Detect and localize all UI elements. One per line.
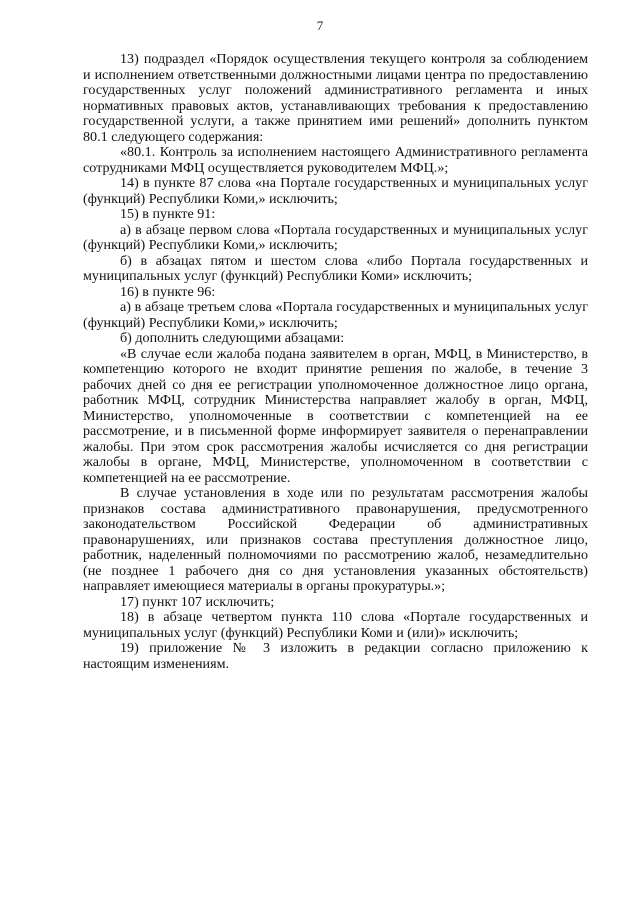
document-body: [83, 52, 588, 672]
paragraph-item-15: 15) в пункте 91:: [120, 206, 216, 222]
paragraph-item-16: 16) в пункте 96:: [120, 283, 216, 300]
paragraph-item-18: 18) в абзаце четвертом пункта 110 слова «Портале государственных и муниципальных услуг (функций) Республики Коми и (или)» исключить;: [83, 609, 588, 641]
paragraph-item-15a: а) в абзаце первом слова «Портала государственных и муниципальных услуг (функций) Республики Коми,» исключить;: [83, 221, 588, 253]
paragraph-item-14: 14) в пункте 87 слова «на Портале государственных и муниципальных услуг (функций) Республики Коми,» исключить;: [83, 175, 588, 207]
paragraph-item-15b: б) в абзацах пятом и шестом слова «либо Портала государственных и муниципальных услуг (функций) Республики Коми» исключить;: [83, 252, 588, 284]
paragraph-item-19: 19) приложение № 3 изложить в редакции согласно приложению к настоящим изменениям.: [83, 640, 588, 672]
paragraph-complaint-redirect: «В случае если жалоба подана заявителем в орган, МФЦ, в Министерство, в компетенцию которого не входит принятие решения по жалобе, в течение 3 рабочих дней со дня ее регистрации уполномоченное должностное лицо органа, работник МФЦ, сотрудник Министерства направляет жалобу в орган, МФЦ, Министерство, уполномоченные в соответствии с компетенцией на ее рассмотрение, и в письменной форме информирует заявителя о перенаправлении жалобы. При этом срок рассмотрения жалобы исчисляется со дня регистрации жалобы в органе, МФЦ, Министерстве, уполномоченном в соответствии с компетенцией на ее рассмотрение.: [83, 345, 588, 486]
page-number: 7: [316, 18, 324, 33]
paragraph-item-13: 13) подраздел «Порядок осуществления текущего контроля за соблюдением и исполнением ответственными должностными лицами центра по предоставлению государственных услуг положений административного регламента и иных нормативных правовых актов, устанавливающих требования к предоставлению государственной услуги, а также принятием ими решений» дополнить пунктом 80.1 следующего содержания:: [83, 51, 588, 145]
paragraph-complaint-prosecution: В случае установления в ходе или по результатам рассмотрения жалобы признаков состава административного правонарушения, предусмотренного законодательством Российской Федерации об административных правонарушениях, или признаков состава преступления должностное лицо, работник, наделенный полномочиями по рассмотрению жалоб, незамедлительно (не позднее 1 рабочего дня со дня установления указанных обстоятельств) направляет имеющиеся материалы в органы прокуратуры.»;: [83, 485, 588, 594]
paragraph-item-17: 17) пункт 107 исключить;: [120, 593, 275, 610]
paragraph-item-16a: а) в абзаце третьем слова «Портала государственных и муниципальных услуг (функций) Республики Коми,» исключить;: [83, 299, 588, 331]
paragraph-item-16b: б) дополнить следующими абзацами:: [120, 330, 345, 346]
paragraph-quote-80-1: «80.1. Контроль за исполнением настоящего Административного регламента сотрудниками МФЦ осуществляется руководителем МФЦ.»;: [83, 144, 588, 176]
